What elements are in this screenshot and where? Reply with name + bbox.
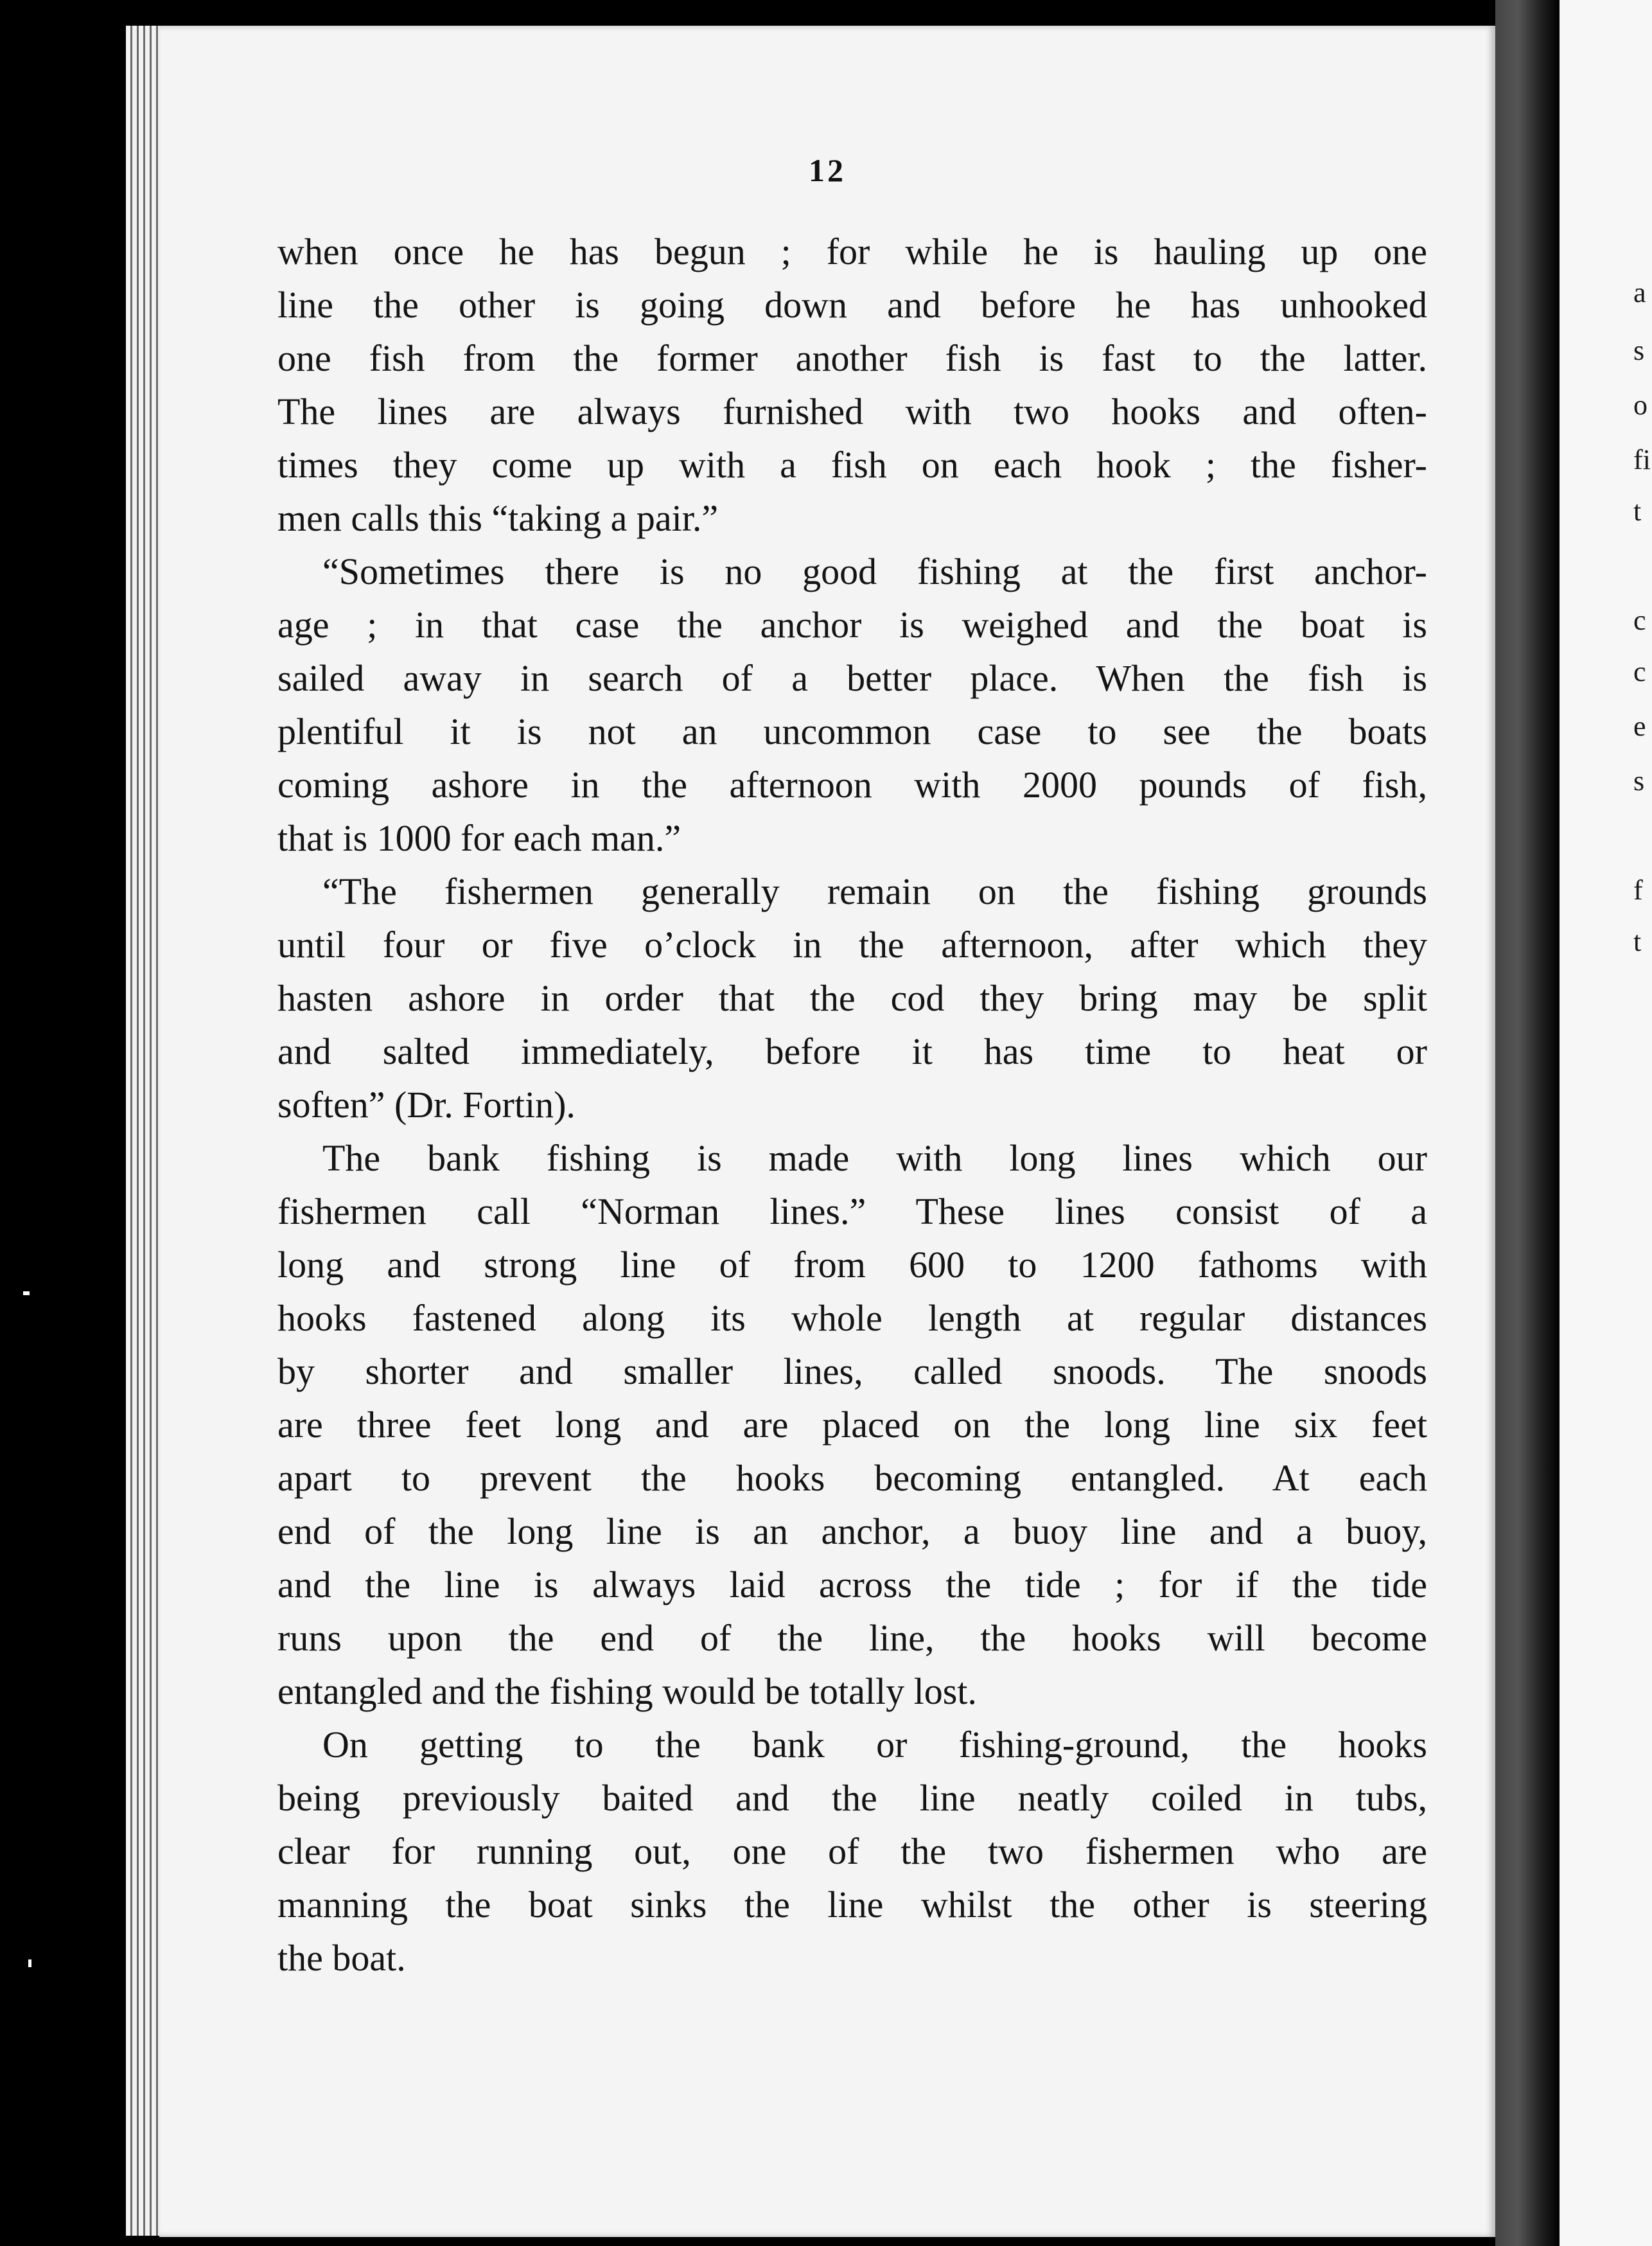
text-line: that is 1000 for each man.” bbox=[277, 817, 681, 859]
text-line: being previously baited and the line neatly coiled in tubs, bbox=[277, 1777, 1427, 1819]
next-page-fragment: t bbox=[1633, 495, 1642, 527]
next-page-edge bbox=[1560, 0, 1652, 2246]
text-line: The lines are always furnished with two hooks and often- bbox=[277, 391, 1427, 432]
text-line: until four or five o’clock in the afternoon, after which they bbox=[277, 924, 1427, 966]
next-page-fragment: s bbox=[1633, 335, 1645, 366]
paragraph bbox=[277, 1131, 1427, 1718]
text-line: one fish from the former another fish is fast to the latter. bbox=[277, 337, 1427, 379]
text-line: end of the long line is an anchor, a buoy line and a buoy, bbox=[277, 1510, 1427, 1552]
text-line: manning the boat sinks the line whilst the other is steering bbox=[277, 1884, 1427, 1925]
next-page-fragment: f bbox=[1633, 874, 1643, 906]
text-line: by shorter and smaller lines, called snoods. The snoods bbox=[277, 1350, 1427, 1392]
text-line: and salted immediately, before it has time to heat or bbox=[277, 1030, 1427, 1072]
paragraph bbox=[277, 225, 1427, 545]
text-line: times they come up with a fish on each hook ; the fisher- bbox=[277, 444, 1427, 486]
page-number: 12 bbox=[809, 152, 846, 188]
text-line: coming ashore in the afternoon with 2000 pounds of fish, bbox=[277, 764, 1427, 806]
next-page-fragment: e bbox=[1633, 711, 1646, 742]
text-line: On getting to the bank or fishing-ground, the hooks bbox=[322, 1724, 1427, 1765]
next-page-fragment: c bbox=[1633, 605, 1646, 636]
scan-speck bbox=[28, 1959, 31, 1967]
text-line: apart to prevent the hooks becoming entangled. At each bbox=[277, 1457, 1427, 1499]
text-line: long and strong line of from 600 to 1200 fathoms with bbox=[277, 1244, 1427, 1286]
text-line: hasten ashore in order that the cod they bring may be split bbox=[277, 977, 1427, 1019]
text-line: plentiful it is not an uncommon case to see the boats bbox=[277, 711, 1427, 752]
text-line: men calls this “taking a pair.” bbox=[277, 497, 719, 539]
text-line: sailed away in search of a better place. When the fish is bbox=[277, 657, 1427, 699]
next-page-fragment: s bbox=[1633, 765, 1645, 797]
text-line: line the other is going down and before he has unhooked bbox=[277, 284, 1427, 326]
next-page-fragment: t bbox=[1633, 926, 1642, 957]
next-page-fragment: o bbox=[1633, 389, 1648, 421]
text-line: when once he has begun ; for while he is hauling up one bbox=[277, 231, 1427, 272]
paragraph bbox=[277, 545, 1427, 865]
text-line: age ; in that case the anchor is weighed and the boat is bbox=[277, 604, 1427, 646]
text-line: entangled and the fishing would be totally lost. bbox=[277, 1670, 977, 1712]
body-text bbox=[277, 225, 1427, 1985]
paragraph bbox=[277, 1718, 1427, 1985]
text-line: soften” (Dr. Fortin). bbox=[277, 1084, 576, 1126]
paragraph bbox=[277, 865, 1427, 1131]
next-page-fragment: c bbox=[1633, 656, 1646, 687]
text-line: “The fishermen generally remain on the fishing grounds bbox=[322, 871, 1427, 912]
next-page-fragment: fi bbox=[1633, 444, 1651, 475]
text-line: runs upon the end of the line, the hooks will become bbox=[277, 1617, 1427, 1659]
text-line: and the line is always laid across the tide ; for if the tide bbox=[277, 1564, 1427, 1605]
book-gutter bbox=[1495, 0, 1560, 2246]
next-page-fragment: a bbox=[1633, 277, 1646, 308]
text-line: hooks fastened along its whole length at regular distances bbox=[277, 1297, 1427, 1339]
text-line: “Sometimes there is no good fishing at the first anchor- bbox=[322, 551, 1427, 592]
text-line: are three feet long and are placed on the long line six feet bbox=[277, 1404, 1427, 1446]
text-line: The bank fishing is made with long lines which our bbox=[322, 1137, 1427, 1179]
text-line: the boat. bbox=[277, 1937, 406, 1979]
text-line: fishermen call “Norman lines.” These lines consist of a bbox=[277, 1190, 1427, 1232]
text-line: clear for running out, one of the two fishermen who are bbox=[277, 1830, 1427, 1872]
scan-speck bbox=[23, 1291, 30, 1295]
